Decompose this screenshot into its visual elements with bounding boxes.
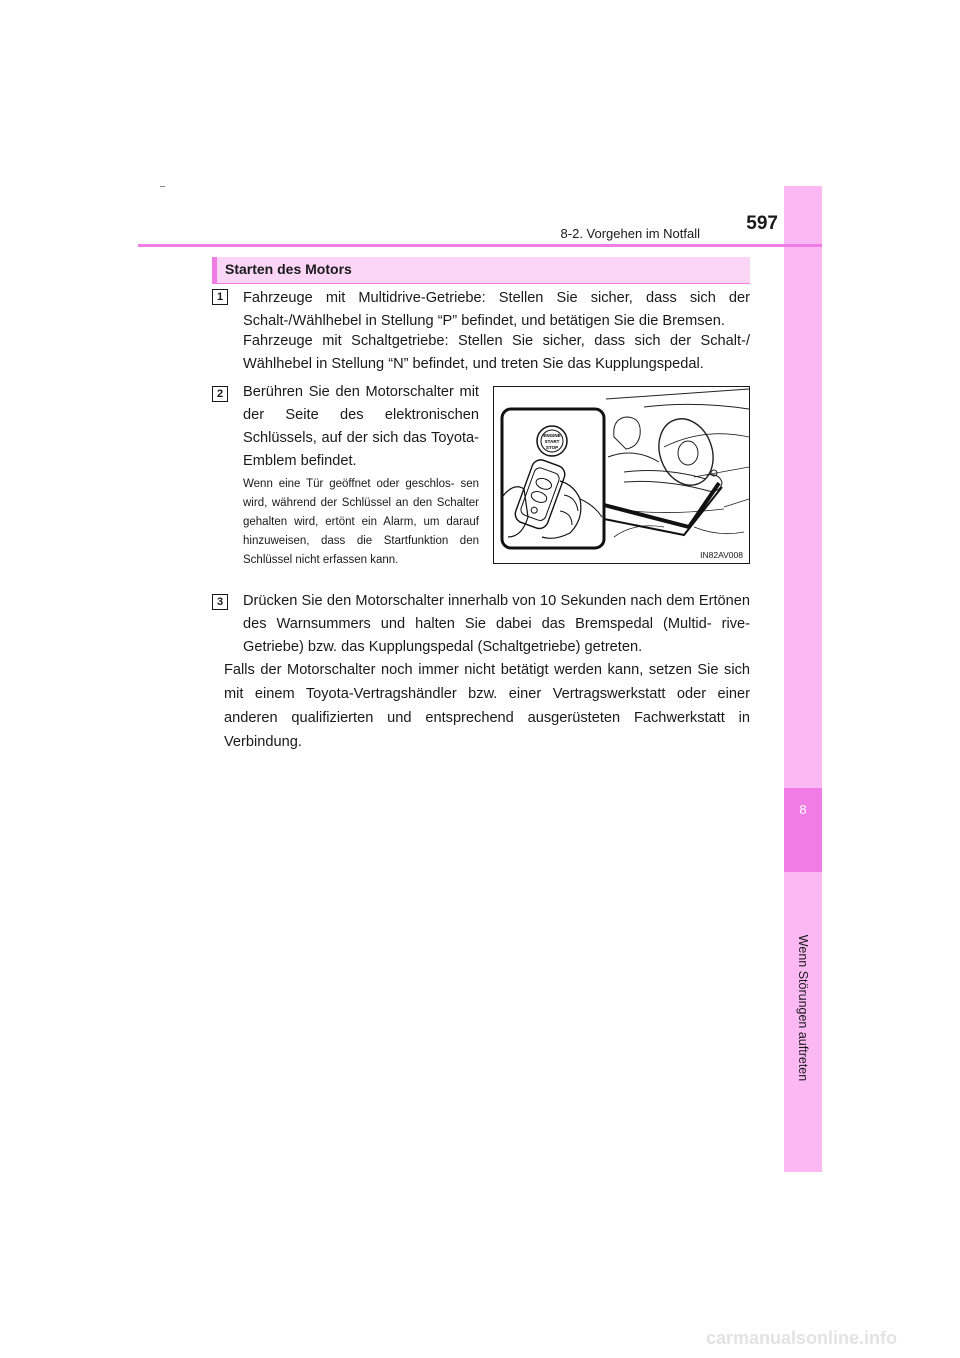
- button-label-line-3: STOP: [545, 445, 559, 450]
- page-number: 597: [746, 213, 778, 234]
- step-number-3: 3: [212, 594, 228, 610]
- header-rule: [138, 244, 822, 247]
- button-label-line-1: ENGINE: [543, 433, 561, 438]
- chapter-number: 8: [784, 788, 822, 872]
- footer-watermark: carmanualsonline.info: [706, 1328, 898, 1348]
- step-1-paragraph-2: Fahrzeuge mit Schaltgetriebe: Stellen Sie sicher, dass sich der Schalt-/ Wählhebel in Stellung “N” befindet, und treten Sie das Kupplungspedal.: [243, 333, 750, 372]
- figure-code: IN82AV008: [700, 550, 743, 560]
- chapter-title: Wenn Störungen auftreten: [796, 934, 810, 1082]
- step-2-text: Berühren Sie den Motorschalter mit der Seite des elektronischen Schlüssels, auf der sich das Toyota-Emblem befindet.: [243, 384, 479, 469]
- step-number-2: 2: [212, 386, 228, 402]
- section-title: Starten des Motors: [225, 261, 352, 277]
- key-touch-illustration: [493, 386, 750, 564]
- step-1-paragraph-1: Fahrzeuge mit Multidrive-Getriebe: Stellen Sie sicher, dass sich der Schalt-/Wählhebel in Stellung “P” befindet, und betätigen Sie die Bremsen.: [243, 290, 750, 329]
- section-heading: 8-2. Vorgehen im Notfall: [560, 226, 700, 241]
- illustration-drawing: [494, 387, 751, 565]
- step-3-text: Drücken Sie den Motorschalter innerhalb von 10 Sekunden nach dem Ertönen des Warnsummers und halten Sie dabei das Bremspedal (Multid- rive-Getriebe) bzw. das Kupplungspedal (Schaltgetriebe) getreten.: [243, 593, 750, 655]
- section-title-bar: [212, 257, 750, 284]
- section-title-accent: [212, 257, 217, 284]
- button-label-line-2: START: [544, 439, 560, 444]
- closing-paragraph: Falls der Motorschalter noch immer nicht betätigt werden kann, setzen Sie sich mit einem Toyota-Vertragshändler bzw. einer Vertragswerkstatt oder einer anderen qualifizierten und entsprechend ausgerüsteten Fachwerkstatt in Verbindung.: [224, 662, 750, 750]
- step-2-note: Wenn eine Tür geöffnet oder geschlos- sen wird, während der Schlüssel an den Schalter gehalten wird, ertönt ein Alarm, um darauf hinzuweisen, dass die Startfunktion den Schlüssel nicht erfassen kann.: [243, 478, 479, 566]
- step-number-1: 1: [212, 289, 228, 305]
- crop-mark: [160, 186, 165, 187]
